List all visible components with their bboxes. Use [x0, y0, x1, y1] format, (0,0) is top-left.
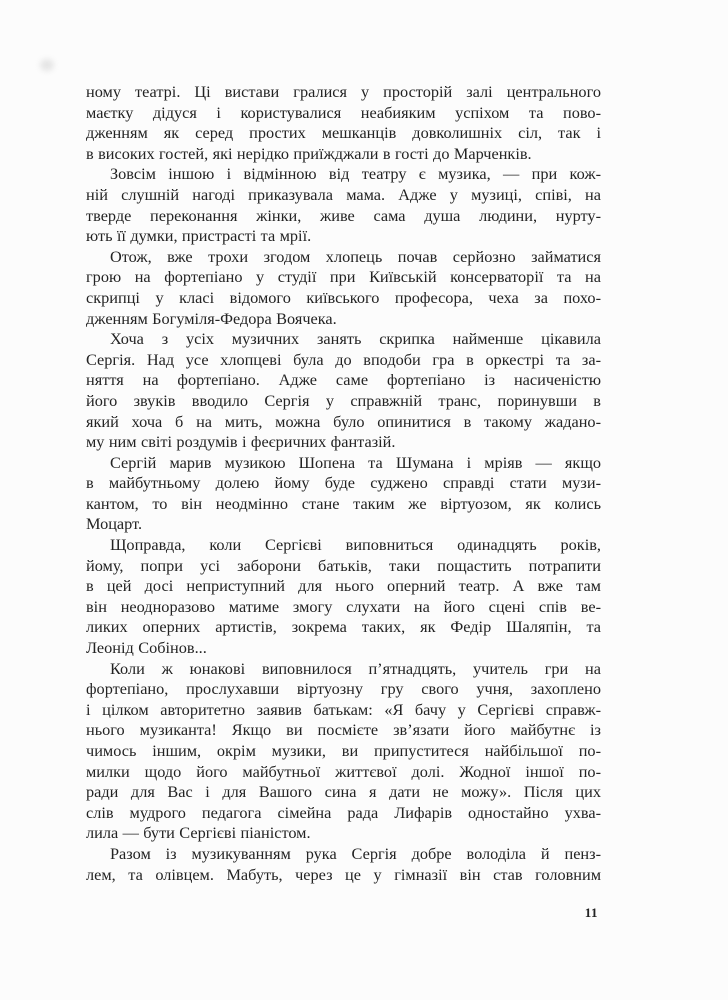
- text-line: слів мудрого педагога сімейна рада Лифарів одностайно ухва-: [86, 802, 601, 822]
- text-line: Сергія. Над усе хлопцеві була до вподоби гра в оркестрі та за-: [86, 349, 601, 369]
- text-line: милки щодо його майбутньої життєвої долі. Жодної іншої по-: [86, 761, 601, 781]
- text-line: ють її думки, пристрасті та мрії.: [86, 226, 312, 246]
- paragraph: [86, 82, 601, 164]
- text-line: Зовсім іншою і відмінною від театру є музика, — при кож-: [110, 164, 601, 184]
- paragraph: [86, 535, 601, 659]
- text-line: тверде переконання жінки, живе сама душа людини, нурту-: [86, 205, 601, 225]
- text-line: Разом із музикуванням рука Сергія добре володіла й пенз-: [110, 843, 601, 863]
- text-line: ради для Вас і для Вашого сина я дати не можу». Після цих: [86, 782, 601, 802]
- text-line: Отож, вже трохи згодом хлопець почав серйозно займатися: [110, 246, 601, 266]
- text-line: Моцарт.: [86, 514, 143, 534]
- text-line: нього музиканта! Якщо ви посмієте зв’язати його майбутнє із: [86, 720, 601, 740]
- text-line: маєтку дідуся і користувалися неабияким успіхом та пово-: [86, 102, 601, 122]
- text-line: Коли ж юнакові виповнилося п’ятнадцять, учитель гри на: [110, 658, 601, 678]
- text-line: Щоправда, коли Сергієві виповниться одинадцять років,: [110, 535, 601, 555]
- paragraph: [86, 329, 601, 453]
- text-line: дженням Богуміля-Федора Воячека.: [86, 308, 337, 328]
- text-line: грою на фортепіано у студії при Київській консерваторії та на: [86, 267, 601, 287]
- text-line: йому, попри усі заборони батьків, таки пощастить потрапити: [86, 555, 601, 575]
- paragraph: [86, 164, 601, 246]
- text-line: скрипці у класі відомого київського професора, чеха за похо-: [86, 287, 601, 307]
- text-line: і цілком авторитетно заявив батькам: «Я бачу у Сергієві справж-: [86, 699, 601, 719]
- text-line: няття на фортепіано. Адже саме фортепіано із насиченістю: [86, 370, 601, 390]
- text-line: ному театрі. Ці вистави гралися у просторій залі центрального: [86, 82, 601, 101]
- text-line: чимось іншим, окрім музики, ви припуститеся найбільшої по-: [86, 741, 601, 760]
- text-block: [86, 82, 601, 885]
- paragraph: [86, 659, 601, 844]
- scan-artifact: [40, 59, 54, 71]
- text-line: Хоча з усіх музичних занять скрипка найменше цікавила: [110, 329, 601, 349]
- text-line: в майбутньому долею йому буде суджено справді стати музи-: [86, 473, 601, 493]
- text-line: кантом, то він неодмінно стане таким же віртуозом, як колись: [86, 493, 601, 513]
- text-line: він неодноразово матиме змогу слухати на його сцені спів ве-: [86, 596, 601, 616]
- text-line: його звуків вводило Сергія у справжній транс, поринувши в: [86, 390, 601, 410]
- page-number: 11: [584, 905, 598, 920]
- text-line: дженням як серед простих мешканців довколишніх сіл, так і: [86, 123, 601, 143]
- paragraph: [86, 844, 601, 885]
- text-line: ликих оперних артистів, зокрема таких, як Федір Шаляпін, та: [86, 617, 601, 637]
- paragraph: [86, 247, 601, 329]
- text-line: який хоча б на мить, можна було опинитися в такому жадано-: [86, 411, 601, 431]
- text-line: лила — бути Сергієві піаністом.: [86, 823, 311, 843]
- text-line: ній слушній нагоді приказувала мама. Адже у музиці, співі, на: [86, 184, 601, 204]
- text-line: фортепіано, прослухавши віртуозну гру свого учня, захоплено: [86, 679, 601, 699]
- text-line: в цей досі неприступний для нього оперний театр. А вже там: [86, 576, 601, 596]
- text-line: му ним світі роздумів і феєричних фантазій.: [86, 432, 396, 452]
- text-line: в високих гостей, які нерідко приїжджали в гості до Марченків.: [86, 143, 532, 163]
- text-line: лем, та олівцем. Мабуть, через це у гімназії він став головним: [86, 864, 601, 884]
- paragraph: [86, 453, 601, 535]
- text-line: Леонід Собінов...: [86, 638, 207, 658]
- text-line: Сергій марив музикою Шопена та Шумана і мріяв — якщо: [110, 452, 601, 472]
